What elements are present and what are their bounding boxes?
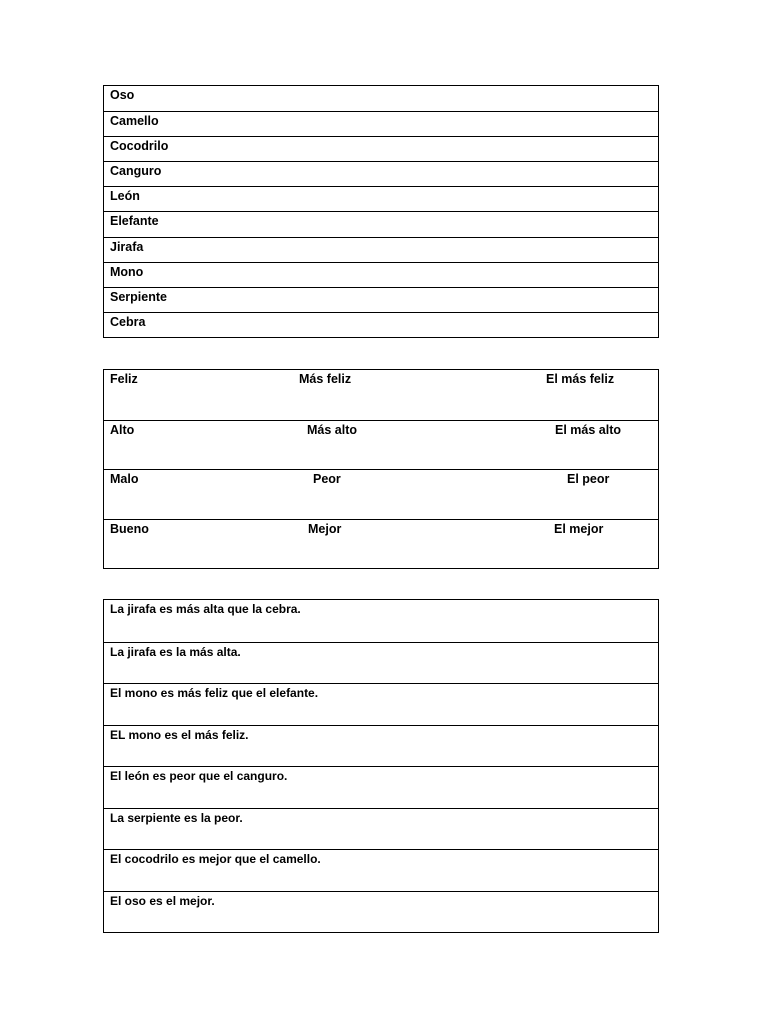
table-row bbox=[104, 262, 658, 287]
animal-name: Cocodrilo bbox=[110, 139, 169, 154]
table-row bbox=[104, 519, 658, 569]
table-row bbox=[104, 766, 658, 808]
animal-name: Camello bbox=[110, 114, 159, 129]
table-row bbox=[104, 287, 658, 312]
table-row bbox=[104, 111, 658, 136]
sentence: La jirafa es más alta que la cebra. bbox=[110, 602, 301, 616]
animal-name: Canguro bbox=[110, 164, 162, 179]
sentence: El cocodrilo es mejor que el camello. bbox=[110, 852, 321, 866]
table-row bbox=[104, 683, 658, 725]
animal-name: Elefante bbox=[110, 214, 159, 229]
animal-name: León bbox=[110, 189, 140, 204]
animal-name: Serpiente bbox=[110, 289, 167, 304]
adjective: Alto bbox=[110, 422, 135, 437]
comparative: Peor bbox=[313, 472, 341, 487]
adjective: Feliz bbox=[110, 372, 138, 386]
sentence: EL mono es el más feliz. bbox=[110, 727, 249, 742]
sentence: El león es peor que el canguro. bbox=[110, 769, 288, 783]
table-row bbox=[104, 642, 658, 684]
table-row bbox=[104, 86, 658, 111]
table-row bbox=[104, 891, 658, 933]
comparative: Mejor bbox=[308, 521, 342, 536]
animal-name: Jirafa bbox=[110, 239, 144, 254]
superlative: El mejor bbox=[554, 521, 604, 536]
table-row bbox=[104, 186, 658, 211]
animal-name: Cebra bbox=[110, 314, 146, 329]
table-row bbox=[104, 136, 658, 161]
animals-table bbox=[103, 85, 659, 338]
table-row bbox=[104, 808, 658, 850]
adjective: Bueno bbox=[110, 521, 149, 536]
sentence: El oso es el mejor. bbox=[110, 893, 215, 908]
comparatives-table bbox=[103, 369, 659, 569]
table-row bbox=[104, 237, 658, 262]
comparative: Más alto bbox=[307, 422, 358, 437]
comparative: Más feliz bbox=[299, 372, 352, 386]
sentence: El mono es más feliz que el elefante. bbox=[110, 686, 319, 700]
table-row bbox=[104, 161, 658, 186]
table-row bbox=[104, 600, 658, 642]
table-row bbox=[104, 370, 658, 420]
table-row bbox=[104, 312, 658, 337]
sentence: La serpiente es la peor. bbox=[110, 810, 243, 825]
table-row bbox=[104, 725, 658, 767]
animal-name: Mono bbox=[110, 264, 144, 279]
table-row bbox=[104, 420, 658, 470]
superlative: El peor bbox=[567, 472, 610, 487]
table-row bbox=[104, 211, 658, 236]
superlative: El más feliz bbox=[546, 372, 615, 386]
adjective: Malo bbox=[110, 472, 139, 487]
animal-name: Oso bbox=[110, 88, 135, 102]
sentences-table bbox=[103, 599, 659, 933]
sentence: La jirafa es la más alta. bbox=[110, 644, 241, 659]
superlative: El más alto bbox=[555, 422, 621, 437]
table-row bbox=[104, 469, 658, 519]
table-row bbox=[104, 849, 658, 891]
